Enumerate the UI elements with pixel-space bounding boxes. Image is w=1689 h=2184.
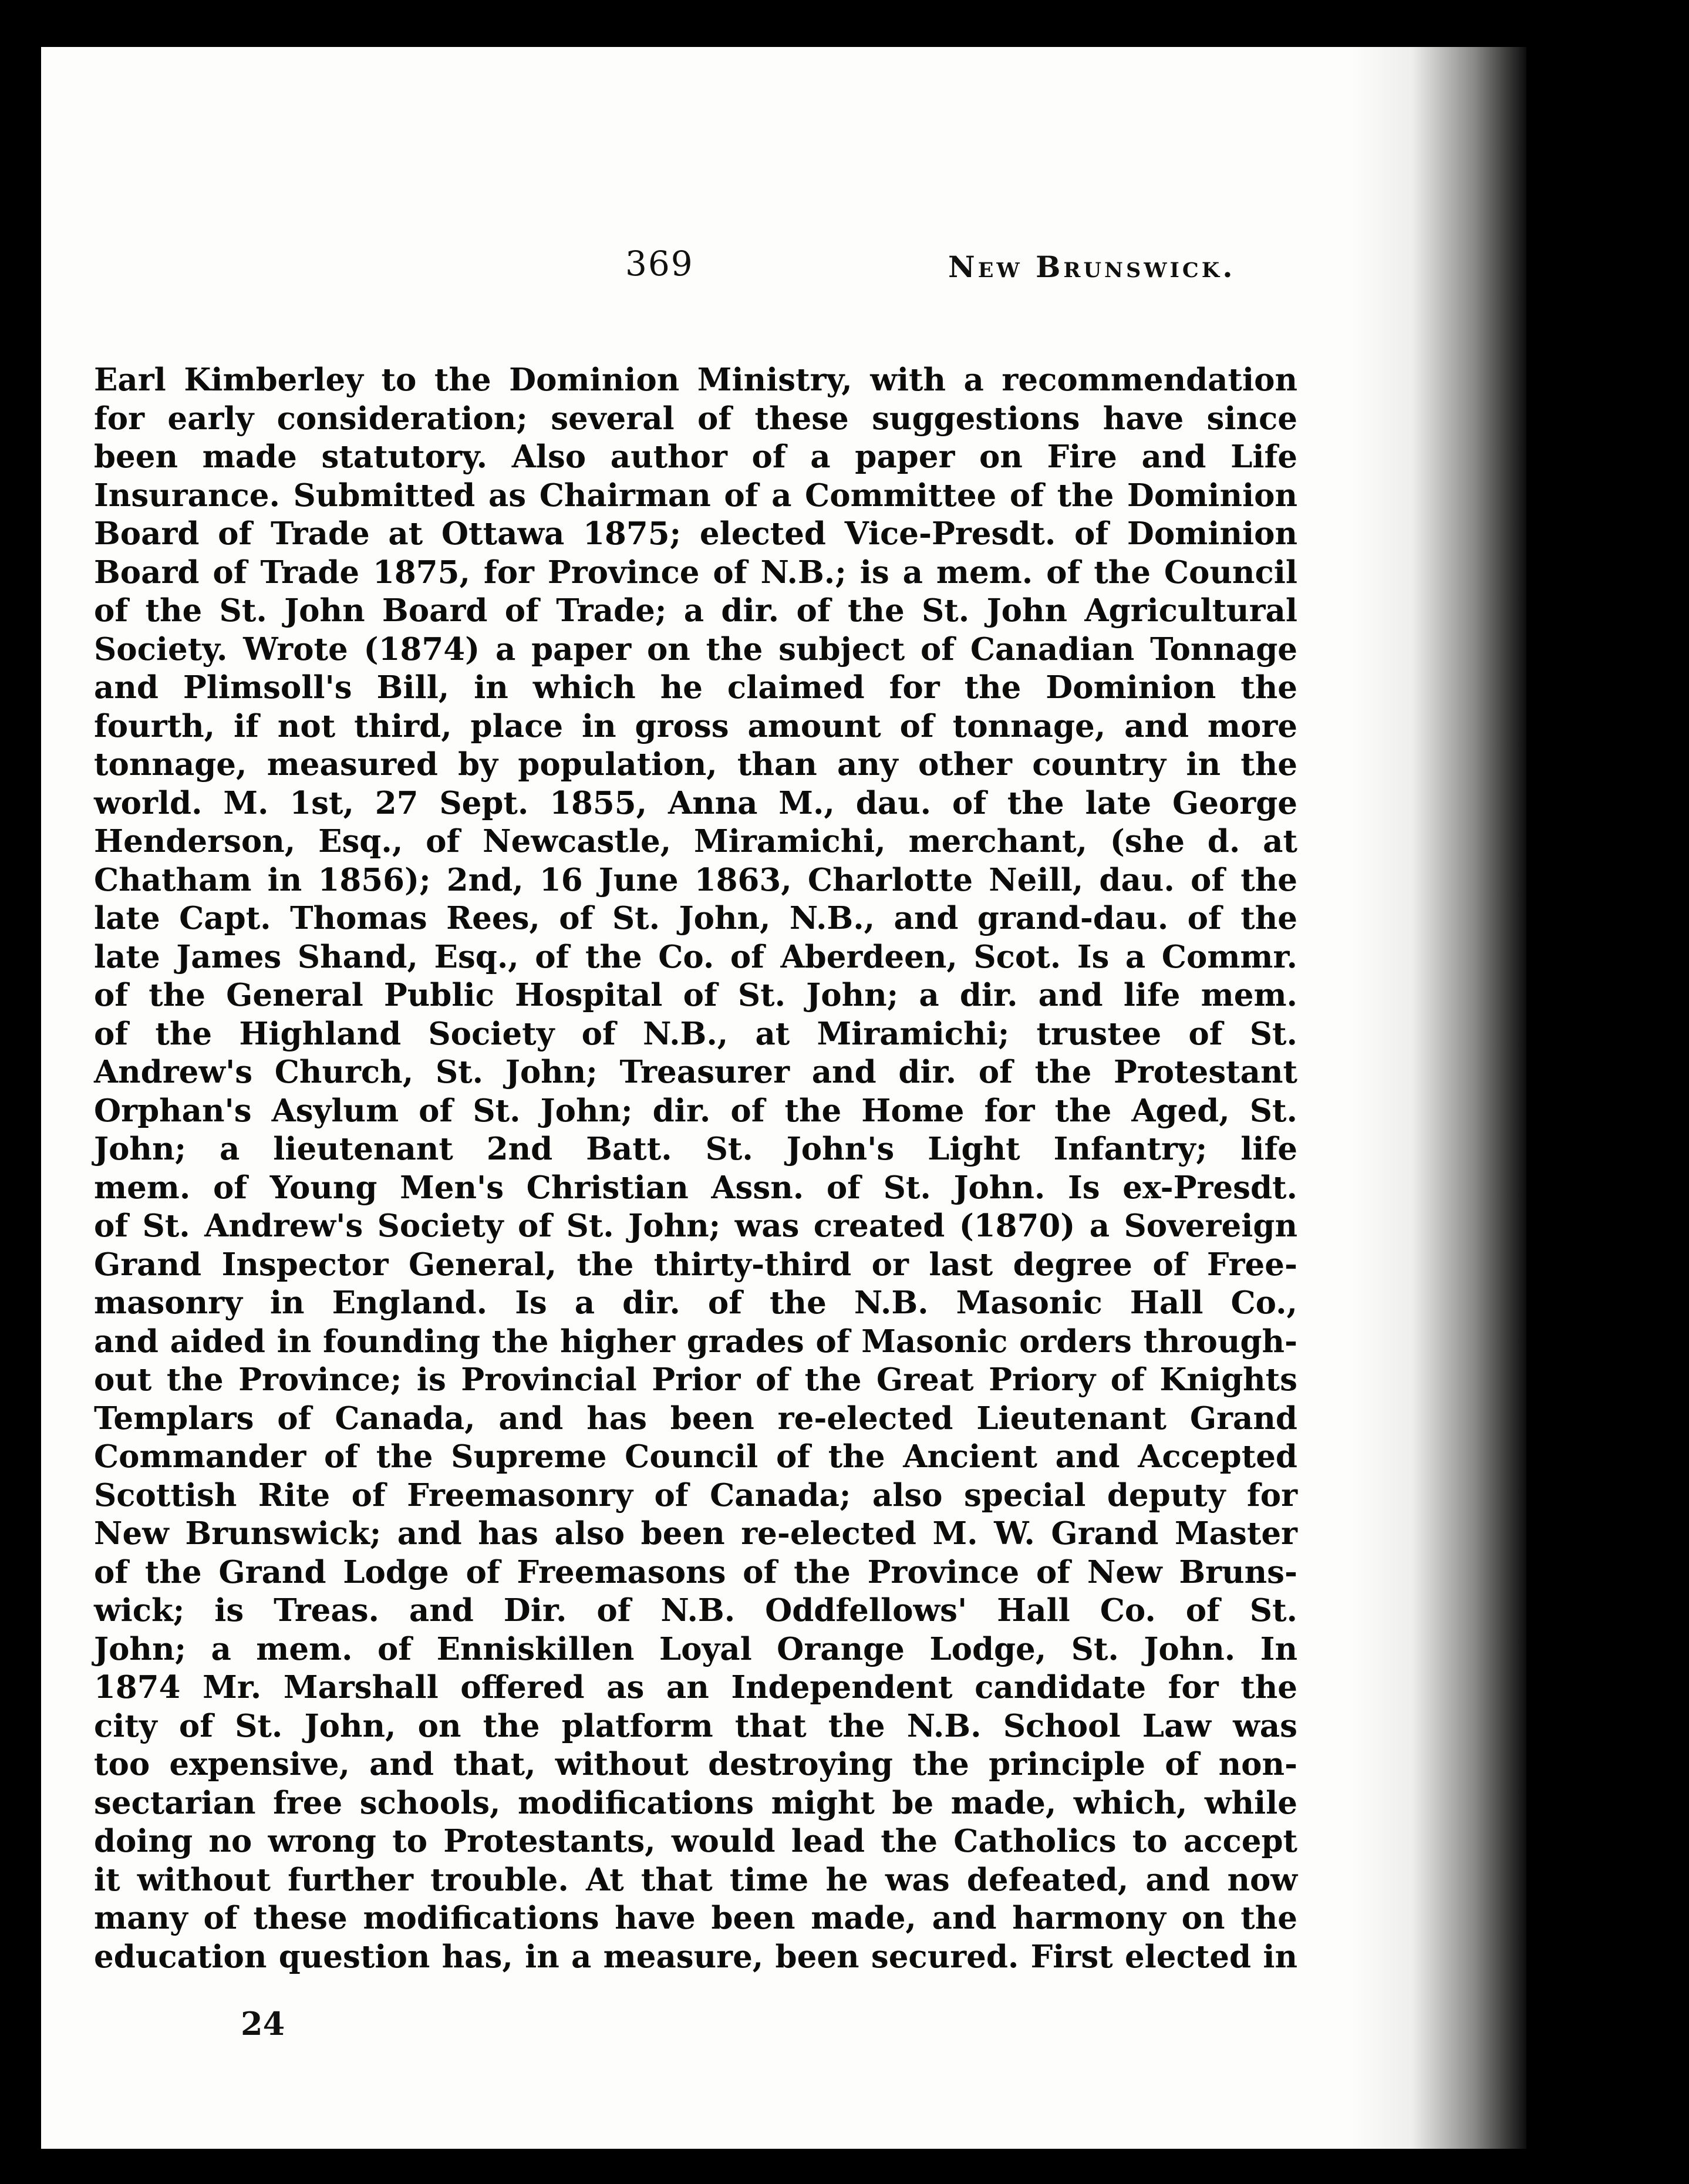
text-line: of St. Andrew's Society of St. John; was created (1870) a Sovereign bbox=[94, 1208, 1297, 1244]
text-line: Henderson, Esq., of Newcastle, Miramichi, merchant, (she d. at bbox=[94, 823, 1297, 860]
text-line: of the St. John Board of Trade; a dir. of the St. John Agricultural bbox=[94, 592, 1297, 629]
text-line: too expensive, and that, without destroying the principle of non- bbox=[94, 1746, 1297, 1782]
text-line: and aided in founding the higher grades of Masonic orders through- bbox=[94, 1323, 1297, 1360]
text-line: of the General Public Hospital of St. John; a dir. and life mem. bbox=[94, 977, 1297, 1013]
text-line: and Plimsoll's Bill, in which he claimed for the Dominion the bbox=[94, 669, 1297, 706]
text-line: Earl Kimberley to the Dominion Ministry, with a recommendation bbox=[94, 362, 1297, 398]
page-number: 369 bbox=[625, 244, 694, 284]
book-page bbox=[41, 47, 1526, 2149]
text-line: it without further trouble. At that time he was defeated, and now bbox=[94, 1861, 1297, 1898]
page-header bbox=[41, 244, 1526, 314]
text-line: Grand Inspector General, the thirty-third or last degree of Free- bbox=[94, 1246, 1297, 1283]
text-line: world. M. 1st, 27 Sept. 1855, Anna M., dau. of the late George bbox=[94, 784, 1297, 821]
text-line: Society. Wrote (1874) a paper on the subject of Canadian Tonnage bbox=[94, 631, 1297, 668]
text-line: John; a lieutenant 2nd Batt. St. John's Light Infantry; life bbox=[94, 1131, 1297, 1167]
text-line: Andrew's Church, St. John; Treasurer and dir. of the Protestant bbox=[94, 1054, 1297, 1090]
text-line: of the Highland Society of N.B., at Miramichi; trustee of St. bbox=[94, 1015, 1297, 1052]
text-line: 1874 Mr. Marshall offered as an Independent candidate for the bbox=[94, 1669, 1297, 1706]
text-line: Templars of Canada, and has been re-elected Lieutenant Grand bbox=[94, 1400, 1297, 1437]
text-line: doing no wrong to Protestants, would lead the Catholics to accept bbox=[94, 1823, 1297, 1859]
text-line: many of these modifications have been made, and harmony on the bbox=[94, 1900, 1297, 1936]
text-line: fourth, if not third, place in gross amount of tonnage, and more bbox=[94, 707, 1297, 744]
text-line: city of St. John, on the platform that the N.B. School Law was bbox=[94, 1707, 1297, 1744]
text-line: been made statutory. Also author of a paper on Fire and Life bbox=[94, 439, 1297, 475]
text-line: Commander of the Supreme Council of the Ancient and Accepted bbox=[94, 1438, 1297, 1475]
text-line: Board of Trade at Ottawa 1875; elected Vice-Presdt. of Dominion bbox=[94, 515, 1297, 552]
text-line: for early consideration; several of these suggestions have since bbox=[94, 400, 1297, 437]
running-head: New Brunswick. bbox=[948, 250, 1236, 284]
text-line: masonry in England. Is a dir. of the N.B. Masonic Hall Co., bbox=[94, 1285, 1297, 1321]
text-line: late Capt. Thomas Rees, of St. John, N.B., and grand-dau. of the bbox=[94, 900, 1297, 936]
text-line: New Brunswick; and has also been re-elected M. W. Grand Master bbox=[94, 1515, 1297, 1552]
text-line: wick; is Treas. and Dir. of N.B. Oddfellows' Hall Co. of St. bbox=[94, 1592, 1297, 1629]
text-line: Chatham in 1856); 2nd, 16 June 1863, Charlotte Neill, dau. of the bbox=[94, 861, 1297, 898]
text-line: John; a mem. of Enniskillen Loyal Orange Lodge, St. John. In bbox=[94, 1630, 1297, 1667]
text-line: out the Province; is Provincial Prior of the Great Priory of Knights bbox=[94, 1361, 1297, 1398]
text-line: mem. of Young Men's Christian Assn. of St. John. Is ex-Presdt. bbox=[94, 1169, 1297, 1206]
text-line: sectarian free schools, modifications might be made, which, while bbox=[94, 1784, 1297, 1821]
text-line: late James Shand, Esq., of the Co. of Aberdeen, Scot. Is a Commr. bbox=[94, 938, 1297, 975]
text-line: Scottish Rite of Freemasonry of Canada; also special deputy for bbox=[94, 1477, 1297, 1514]
text-line: Orphan's Asylum of St. John; dir. of the Home for the Aged, St. bbox=[94, 1092, 1297, 1129]
page-edge-shadow bbox=[1350, 47, 1526, 2149]
signature-mark: 24 bbox=[241, 2005, 285, 2043]
text-line: Insurance. Submitted as Chairman of a Committee of the Dominion bbox=[94, 477, 1297, 514]
text-line: of the Grand Lodge of Freemasons of the Province of New Bruns- bbox=[94, 1553, 1297, 1590]
body-text bbox=[94, 361, 1297, 1976]
text-line: tonnage, measured by population, than any other country in the bbox=[94, 746, 1297, 783]
text-line: Board of Trade 1875, for Province of N.B.; is a mem. of the Council bbox=[94, 554, 1297, 591]
text-line: education question has, in a measure, been secured. First elected in bbox=[94, 1938, 1297, 1975]
